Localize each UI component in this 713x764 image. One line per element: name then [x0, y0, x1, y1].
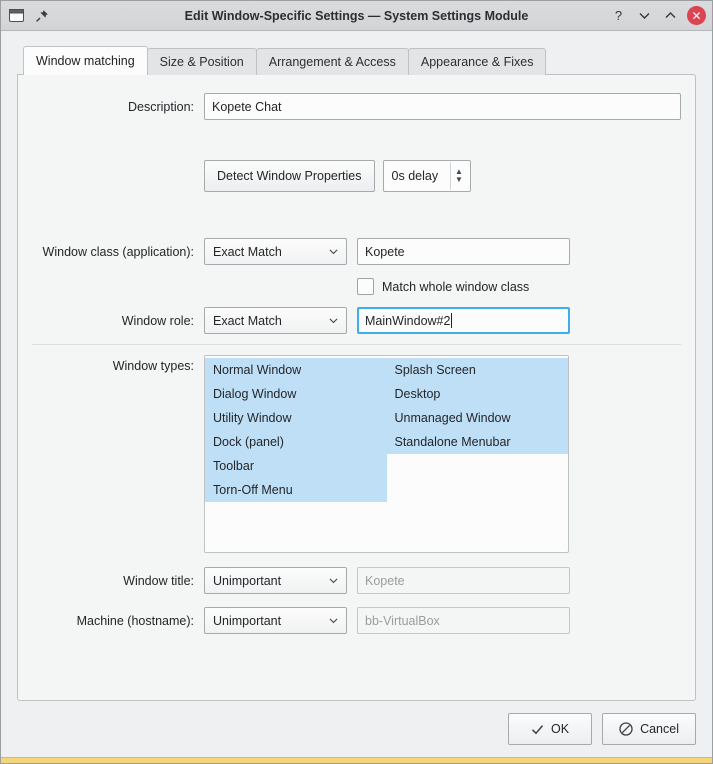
machine-match-combo[interactable] [204, 607, 347, 634]
window-types-label: Window types: [112, 359, 194, 373]
description-label: Description: [128, 99, 194, 114]
detect-row [32, 160, 681, 192]
list-item[interactable]: Splash Screen [387, 358, 569, 382]
window-title-placeholder: Kopete [365, 573, 405, 588]
chevron-down-icon [329, 616, 338, 625]
window-role-input[interactable] [357, 307, 570, 334]
tab-window-matching[interactable]: Window matching [23, 46, 148, 75]
help-button[interactable]: ? [614, 8, 623, 23]
detect-window-properties-button[interactable]: Detect Window Properties [204, 160, 375, 192]
window-title-row [32, 567, 681, 594]
window-types-listbox[interactable] [204, 355, 569, 553]
list-item[interactable]: Utility Window [205, 406, 387, 430]
machine-input[interactable] [357, 607, 570, 634]
window-role-row [32, 307, 681, 334]
window-class-match-combo[interactable] [204, 238, 347, 265]
cancel-button[interactable] [602, 713, 696, 745]
machine-label: Machine (hostname): [76, 613, 194, 628]
window-role-value: MainWindow#2 [365, 313, 451, 328]
machine-placeholder: bb-VirtualBox [365, 613, 440, 628]
detect-delay-value: 0s delay [391, 169, 439, 183]
spin-up-icon[interactable]: ▲ [455, 167, 463, 176]
window-title: Edit Window-Specific Settings — System Settings Module [184, 8, 529, 23]
window-class-row [32, 238, 681, 265]
machine-row [32, 607, 681, 634]
tab-size-position[interactable]: Size & Position [147, 48, 257, 75]
description-value: Kopete Chat [212, 99, 282, 114]
machine-match-value: Unimportant [213, 613, 282, 628]
description-row [32, 93, 681, 120]
window-title-label: Window title: [123, 573, 194, 588]
list-item[interactable]: Dialog Window [205, 382, 387, 406]
dialog-button-bar [1, 701, 712, 757]
window-class-label: Window class (application): [42, 244, 194, 259]
list-item[interactable]: Toolbar [205, 454, 387, 478]
match-whole-class-row [32, 278, 681, 295]
bottom-strip [1, 757, 712, 763]
window-types-column-left [205, 358, 387, 552]
title-bar [1, 1, 712, 31]
pin-icon[interactable] [32, 6, 51, 25]
window-role-label: Window role: [121, 313, 194, 328]
checkbox-box[interactable] [357, 278, 374, 295]
list-item[interactable]: Unmanaged Window [387, 406, 569, 430]
window-class-value: Kopete [365, 244, 405, 259]
close-button[interactable]: ✕ [687, 6, 706, 25]
window-types-column-right [387, 358, 569, 552]
ok-button[interactable] [508, 713, 592, 745]
list-item[interactable]: Desktop [387, 382, 569, 406]
window-types-row [32, 355, 681, 553]
window-role-match-value: Exact Match [213, 313, 282, 328]
tab-bar [23, 45, 696, 75]
window-class-input[interactable] [357, 238, 570, 265]
list-item[interactable]: Torn-Off Menu [205, 478, 387, 502]
tab-arrangement-access[interactable]: Arrangement & Access [256, 48, 409, 75]
minimize-button[interactable] [635, 6, 654, 25]
list-item[interactable]: Standalone Menubar [387, 430, 569, 454]
window-title-match-combo[interactable] [204, 567, 347, 594]
match-whole-window-class-checkbox[interactable] [357, 278, 529, 295]
cancel-label: Cancel [640, 722, 679, 736]
check-icon [531, 723, 544, 736]
window-class-match-value: Exact Match [213, 244, 282, 259]
description-input[interactable] [204, 93, 681, 120]
match-whole-window-class-label: Match whole window class [382, 279, 530, 294]
window-title-input[interactable] [357, 567, 570, 594]
detect-delay-arrows[interactable] [450, 162, 468, 190]
detect-delay-spinbox[interactable] [383, 160, 471, 192]
window-title-match-value: Unimportant [213, 573, 282, 588]
section-divider [32, 344, 681, 345]
window-role-match-combo[interactable] [204, 307, 347, 334]
chevron-down-icon [329, 247, 338, 256]
cancel-icon [619, 722, 633, 736]
chevron-down-icon [329, 576, 338, 585]
chevron-down-icon [329, 316, 338, 325]
spin-down-icon[interactable]: ▼ [455, 175, 463, 184]
window-icon[interactable] [7, 6, 26, 25]
window-matching-panel [17, 74, 696, 701]
list-item[interactable]: Dock (panel) [205, 430, 387, 454]
maximize-button[interactable] [661, 6, 680, 25]
dialog-content [1, 31, 712, 701]
list-item[interactable]: Normal Window [205, 358, 387, 382]
tab-appearance-fixes[interactable]: Appearance & Fixes [408, 48, 547, 75]
text-caret [451, 313, 452, 328]
ok-label: OK [551, 722, 570, 736]
